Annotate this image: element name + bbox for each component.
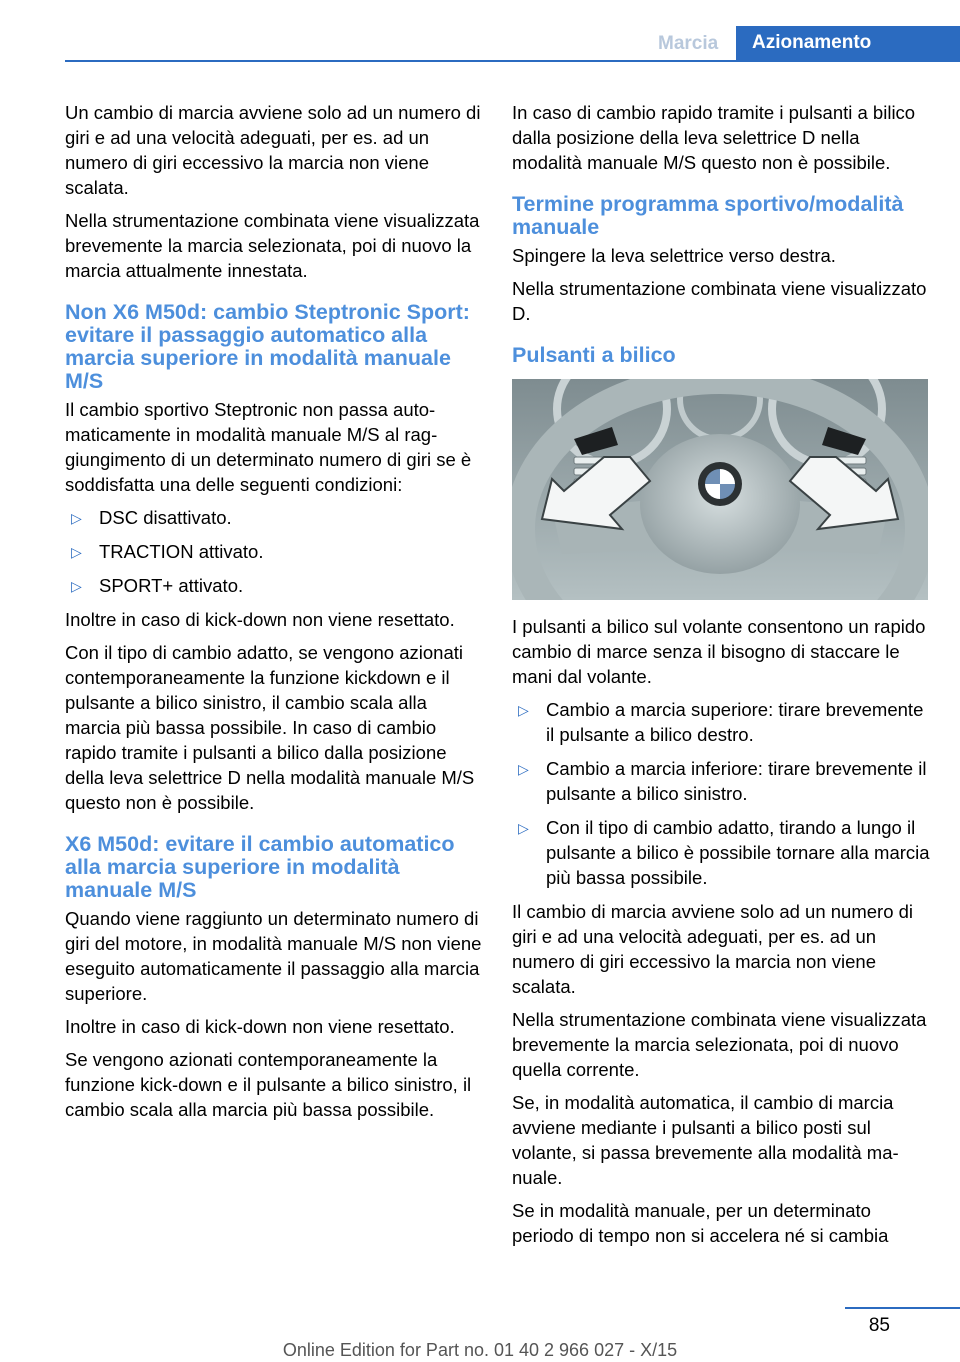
- triangle-right-icon: ▷: [71, 578, 82, 594]
- paragraph: Inoltre in caso di kick-down non viene resettato.: [65, 609, 455, 630]
- footer-rule: [845, 1307, 960, 1309]
- list-item: [512, 815, 930, 890]
- running-header-chapter: Azionamento: [736, 26, 960, 62]
- paragraph: Se in modalità manuale, per un determinato periodo di tempo non si accelera né si cambia: [512, 1200, 889, 1246]
- paragraph: In caso di cambio rapido tramite i pulsanti a bilico dalla posizione della leva selettrice D nella modalità manuale M/S questo non è possibile.: [512, 102, 916, 173]
- paragraph: Nella strumentazione combinata viene visualizzata brevemente la marcia selezionata, poi di nuovo la marcia attualmente innestata.: [65, 210, 480, 281]
- section-heading: Pulsanti a bilico: [512, 343, 676, 367]
- list-item-text: DSC disattivato.: [99, 507, 232, 528]
- paragraph: Nella strumentazione combinata viene visualizzato D.: [512, 278, 927, 324]
- paragraph: Quando viene raggiunto un determinato numero di giri del motore, in modalità manuale M/S non viene eseguito automaticamente il passaggio alla marcia superiore.: [65, 908, 482, 1004]
- paragraph: Se vengono azionati contemporaneamente la funzione kick-down e il pulsante a bilico sinistro, il cambio scala alla marcia più bassa possibile.: [65, 1049, 472, 1120]
- paragraph: Se, in modalità automatica, il cambio di marcia avviene mediante i pulsanti a bilico posti sul volante, si passa brevemente alla modalità manuale.: [512, 1092, 899, 1188]
- list-item-text: Cambio a marcia inferiore: tirare brevemente il pulsante a bilico sinistro.: [546, 758, 927, 804]
- section-heading: Termine programma sportivo/modalità manuale: [512, 192, 904, 239]
- paragraph: Spingere la leva selettrice verso destra.: [512, 245, 836, 266]
- running-header-section: Marcia: [658, 33, 719, 54]
- paddle-function-list: [512, 697, 930, 890]
- paragraph: I pulsanti a bilico sul volante consentono un rapido cambio di marce senza il bisogno di staccare le mani dal volante.: [512, 616, 926, 687]
- left-column: [65, 100, 483, 1130]
- paragraph: Con il tipo di cambio adatto, se vengono azionati contemporaneamente la funzione kickdown e il pulsante a bilico sinistro, il cambio scala alla marcia più bassa possibile. In caso di cambio rapido tramite i pulsanti a bilico dalla posizione della leva selettrice D nella modalità manuale M/S questo non è possibile.: [65, 642, 475, 813]
- list-item: [512, 697, 930, 747]
- triangle-right-icon: ▷: [518, 820, 529, 836]
- triangle-right-icon: ▷: [518, 702, 529, 718]
- section-heading: X6 M50d: evitare il cambio automatico alla marcia superiore in modalità manuale M/S: [65, 832, 455, 902]
- edition-line: Online Edition for Part no. 01 40 2 966 027 - X/15: [282, 1340, 678, 1360]
- triangle-right-icon: ▷: [71, 510, 82, 526]
- right-column: [512, 100, 930, 1256]
- paragraph: Nella strumentazione combinata viene visualizzata brevemente la marcia selezionata, poi di nuovo quella corrente.: [512, 1009, 927, 1080]
- paragraph: Inoltre in caso di kick-down non viene resettato.: [65, 1016, 455, 1037]
- list-item-text: TRACTION attivato.: [99, 541, 264, 562]
- list-item: [65, 505, 483, 530]
- condition-list: [65, 505, 483, 598]
- list-item: [512, 756, 930, 806]
- steering-wheel-paddles-figure: [512, 379, 928, 600]
- paragraph: Il cambio di marcia avviene solo ad un numero di giri e ad una velocità adeguati, per es. ad un numero di giri eccessivo la marcia non viene scalata.: [512, 901, 914, 997]
- list-item-text: SPORT+ attivato.: [99, 575, 244, 596]
- triangle-right-icon: ▷: [71, 544, 82, 560]
- triangle-right-icon: ▷: [518, 761, 529, 777]
- list-item-text: Cambio a marcia superiore: tirare brevemente il pulsante a bilico destro.: [546, 699, 924, 745]
- page-number: 85: [868, 1315, 890, 1336]
- list-item: [65, 573, 483, 598]
- list-item-text: Con il tipo di cambio adatto, tirando a lungo il pulsante a bilico è possibile tornare alla marcia più bassa possibile.: [546, 817, 930, 888]
- header-rule: [65, 60, 960, 62]
- paragraph: Un cambio di marcia avviene solo ad un numero di giri e ad una velocità adeguati, per es. ad un numero di giri eccessivo la marcia non viene scalata.: [65, 102, 481, 198]
- list-item: [65, 539, 483, 564]
- section-heading: Non X6 M50d: cambio Steptronic Sport: evitare il passaggio automatico alla marcia superiore in modalità manuale M/S: [65, 300, 470, 393]
- paragraph: Il cambio sportivo Steptronic non passa automaticamente in modalità manuale M/S al raggiungimento di un determinato numero di giri se è soddisfatta una delle seguenti condizioni:: [65, 399, 472, 495]
